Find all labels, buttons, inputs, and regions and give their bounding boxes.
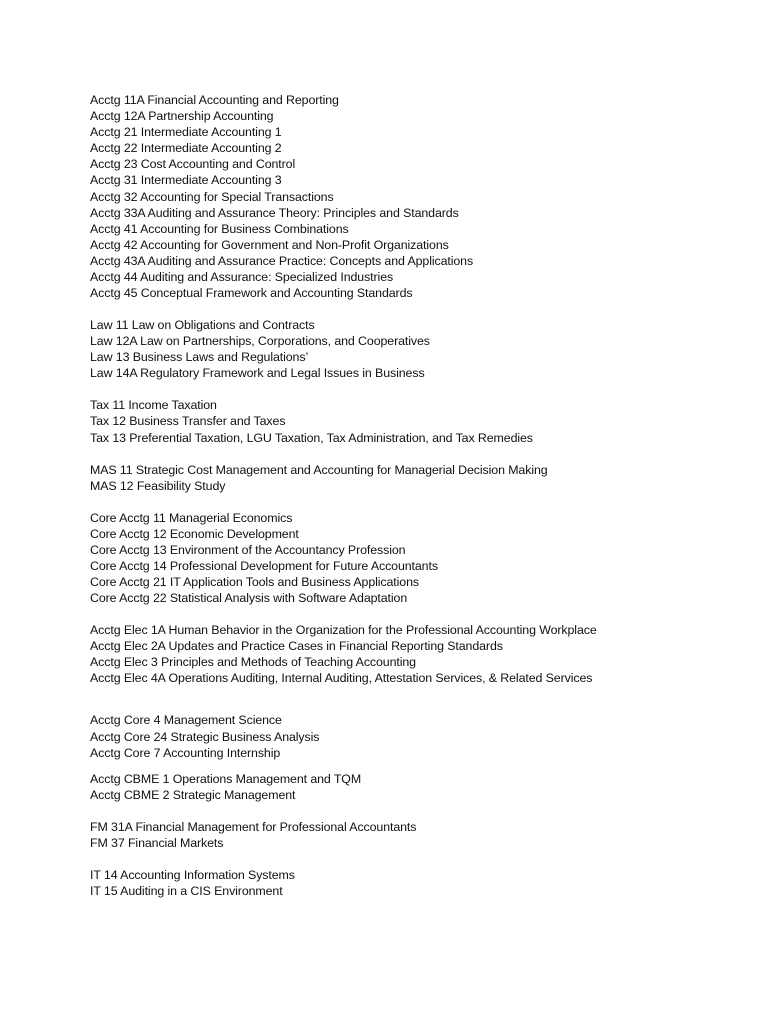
course-line: Law 14A Regulatory Framework and Legal Issues in Business xyxy=(90,366,425,381)
course-line: Core Acctg 11 Managerial Economics xyxy=(90,510,293,525)
course-line: Acctg Elec 2A Updates and Practice Cases in Financial Reporting Standards xyxy=(90,639,503,654)
tax-courses-group xyxy=(90,397,750,445)
course-line: Acctg 45 Conceptual Framework and Accounting Standards xyxy=(90,286,413,301)
course-line: Law 11 Law on Obligations and Contracts xyxy=(90,318,315,333)
financial-management-courses-group xyxy=(90,819,750,851)
course-line: IT 15 Auditing in a CIS Environment xyxy=(90,884,283,899)
course-line: Tax 13 Preferential Taxation, LGU Taxation, Tax Administration, and Tax Remedies xyxy=(90,430,533,445)
group-spacer xyxy=(90,494,750,510)
course-line: Acctg 12A Partnership Accounting xyxy=(90,109,274,124)
course-line: Tax 12 Business Transfer and Taxes xyxy=(90,414,286,429)
course-line: Acctg 31 Intermediate Accounting 3 xyxy=(90,173,282,188)
course-line: Acctg 21 Intermediate Accounting 1 xyxy=(90,125,282,140)
group-spacer xyxy=(90,803,750,819)
accounting-electives-group xyxy=(90,622,750,686)
group-spacer xyxy=(90,686,750,712)
course-line: Acctg Elec 4A Operations Auditing, Internal Auditing, Attestation Services, & Related Services xyxy=(90,671,593,686)
course-line: Acctg 32 Accounting for Special Transactions xyxy=(90,189,334,204)
course-line: Acctg 33A Auditing and Assurance Theory: Principles and Standards xyxy=(90,205,459,220)
course-line: Acctg CBME 2 Strategic Management xyxy=(90,788,296,803)
course-line: Acctg Core 7 Accounting Internship xyxy=(90,745,281,760)
course-line: Core Acctg 13 Environment of the Accountancy Profession xyxy=(90,542,406,557)
accounting-core-courses-group xyxy=(90,712,750,760)
group-spacer xyxy=(90,301,750,317)
course-line: Acctg 11A Financial Accounting and Reporting xyxy=(90,93,339,107)
course-line: Acctg 43A Auditing and Assurance Practice: Concepts and Applications xyxy=(90,253,474,268)
course-line: Acctg 23 Cost Accounting and Control xyxy=(90,157,296,172)
course-line: Acctg Elec 1A Human Behavior in the Organization for the Professional Accounting Workplace xyxy=(90,623,597,638)
course-line: Acctg Elec 3 Principles and Methods of Teaching Accounting xyxy=(90,655,416,670)
course-line: Acctg 22 Intermediate Accounting 2 xyxy=(90,141,282,156)
course-line: Acctg 41 Accounting for Business Combinations xyxy=(90,221,349,236)
course-line: IT 14 Accounting Information Systems xyxy=(90,868,295,883)
course-line: Acctg CBME 1 Operations Management and TQM xyxy=(90,772,362,787)
group-spacer xyxy=(90,852,750,868)
mas-courses-group xyxy=(90,462,750,494)
course-line: Core Acctg 21 IT Application Tools and Business Applications xyxy=(90,575,419,589)
accounting-courses-group xyxy=(90,92,750,301)
course-line: Core Acctg 12 Economic Development xyxy=(90,526,299,541)
course-line: Acctg 42 Accounting for Government and Non-Profit Organizations xyxy=(90,237,449,252)
course-line: FM 31A Financial Management for Professional Accountants xyxy=(90,820,417,835)
course-line: Law 12A Law on Partnerships, Corporations, and Cooperatives xyxy=(90,334,430,349)
group-spacer xyxy=(90,606,750,622)
course-line: Core Acctg 22 Statistical Analysis with Software Adaptation xyxy=(90,591,408,606)
law-courses-group xyxy=(90,317,750,381)
group-spacer xyxy=(90,446,750,462)
course-line: Acctg 44 Auditing and Assurance: Specialized Industries xyxy=(90,270,394,285)
course-line: Acctg Core 4 Management Science xyxy=(90,713,282,728)
course-line: Law 13 Business Laws and Regulations’ xyxy=(90,350,309,365)
group-spacer xyxy=(90,761,750,772)
course-line: Acctg Core 24 Strategic Business Analysis xyxy=(90,729,320,744)
it-courses-group xyxy=(90,867,750,899)
course-line: FM 37 Financial Markets xyxy=(90,836,224,851)
cbme-courses-group xyxy=(90,771,750,803)
course-line: MAS 12 Feasibility Study xyxy=(90,478,226,493)
group-spacer xyxy=(90,381,750,397)
course-list xyxy=(90,92,750,900)
course-line: Core Acctg 14 Professional Development for Future Accountants xyxy=(90,558,438,573)
course-line: MAS 11 Strategic Cost Management and Accounting for Managerial Decision Making xyxy=(90,462,548,477)
course-line: Tax 11 Income Taxation xyxy=(90,398,217,413)
core-accounting-courses-group xyxy=(90,510,750,607)
